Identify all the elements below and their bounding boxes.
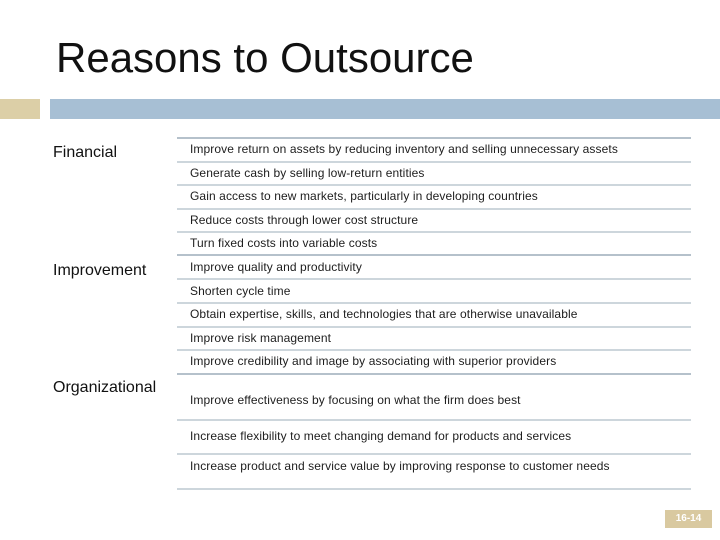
- reason-row: Improve credibility and image by associating with superior providers: [190, 354, 557, 368]
- table-rule: [177, 137, 691, 139]
- slide-title: Reasons to Outsource: [56, 34, 474, 81]
- reason-row: Generate cash by selling low-return entities: [190, 166, 425, 180]
- table-rule: [177, 161, 691, 163]
- accent-bar-blue: [50, 99, 720, 119]
- reason-row: Increase product and service value by improving response to customer needs: [190, 459, 610, 473]
- accent-bar-tan: [0, 99, 40, 119]
- page-number-badge: 16-14: [665, 510, 712, 528]
- table-rule: [177, 488, 691, 490]
- reason-row: Improve quality and productivity: [190, 260, 362, 274]
- table-rule: [177, 231, 691, 233]
- reason-row: Improve effectiveness by focusing on what the firm does best: [190, 393, 521, 407]
- table-rule: [177, 184, 691, 186]
- table-rule: [177, 373, 691, 375]
- reason-row: Shorten cycle time: [190, 284, 291, 298]
- category-label-organizational: Organizational: [53, 379, 157, 396]
- table-rule: [177, 208, 691, 210]
- table-rule: [177, 326, 691, 328]
- table-rule: [177, 302, 691, 304]
- table-rule: [177, 419, 691, 421]
- table-rule: [177, 453, 691, 455]
- reason-row: Turn fixed costs into variable costs: [190, 236, 378, 250]
- table-rule: [177, 349, 691, 351]
- category-label-financial: Financial: [53, 144, 118, 161]
- table-rule: [177, 278, 691, 280]
- reason-row: Obtain expertise, skills, and technologies that are otherwise unavailable: [190, 307, 578, 321]
- reason-row: Increase flexibility to meet changing demand for products and services: [190, 429, 572, 443]
- reason-row: Reduce costs through lower cost structure: [190, 213, 419, 227]
- category-label-improvement: Improvement: [53, 262, 147, 279]
- reason-row: Improve return on assets by reducing inventory and selling unnecessary assets: [190, 142, 618, 156]
- reason-row: Improve risk management: [190, 331, 332, 345]
- table-rule: [177, 254, 691, 256]
- reason-row: Gain access to new markets, particularly in developing countries: [190, 189, 538, 203]
